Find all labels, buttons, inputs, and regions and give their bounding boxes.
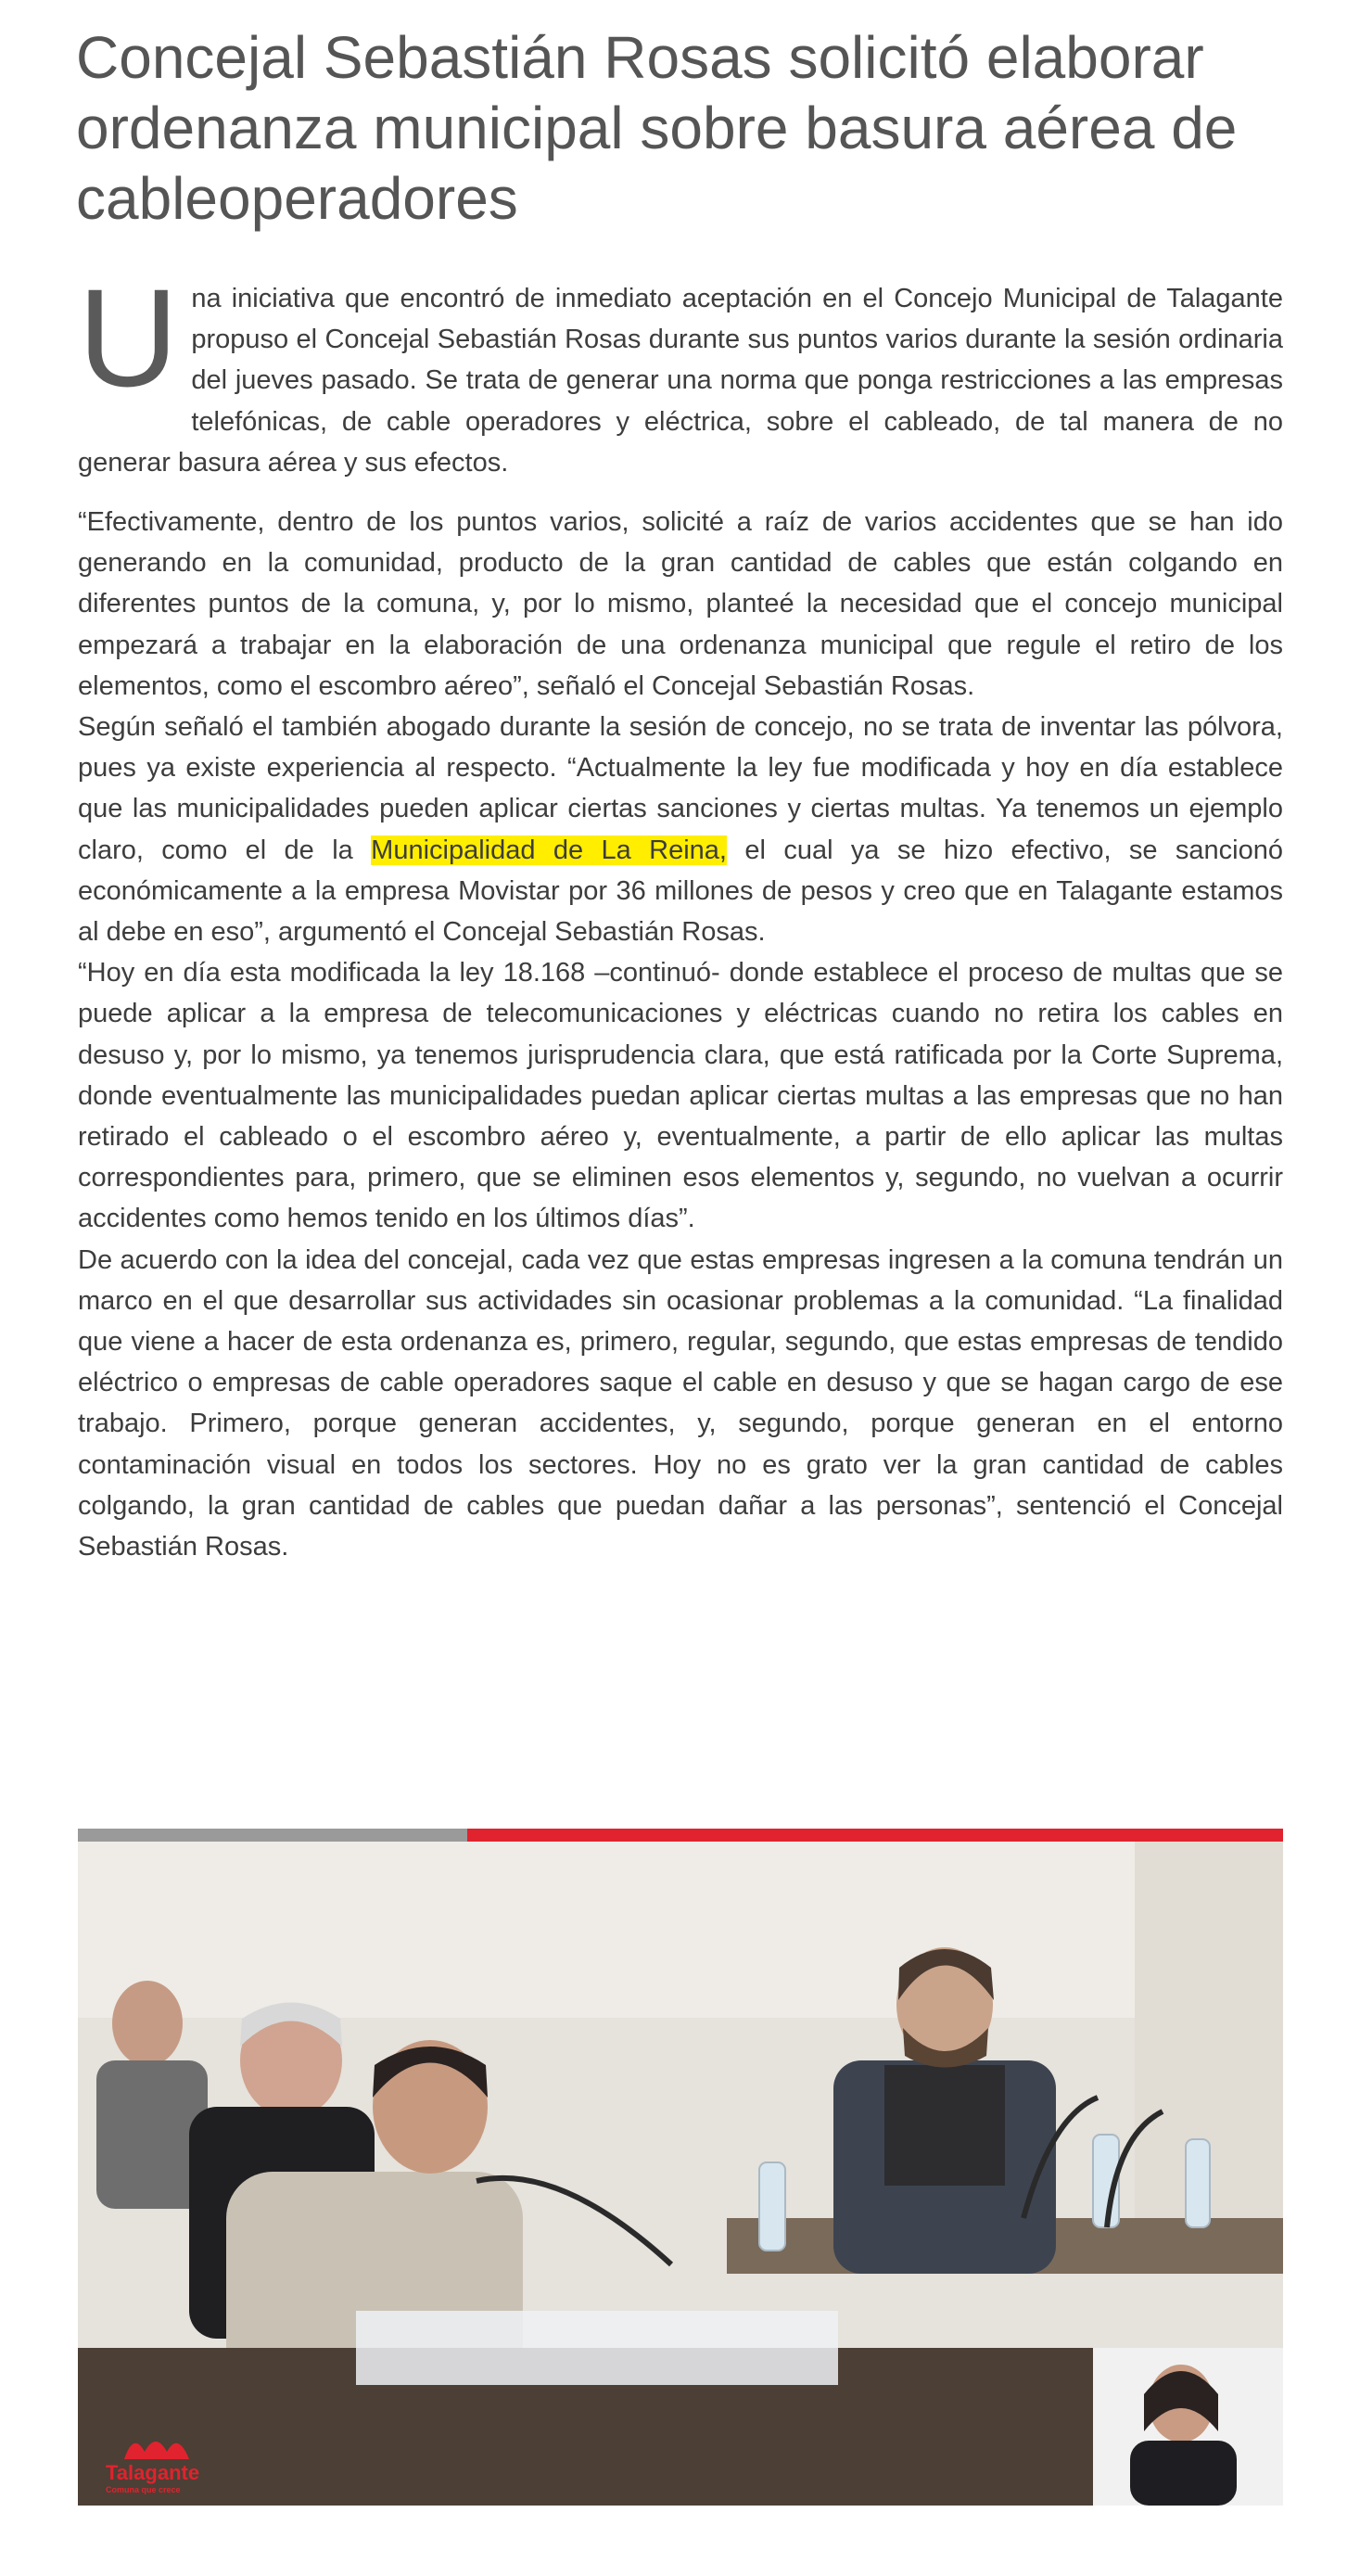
paragraph-1-text: na iniciativa que encontró de inmediato aceptación en el Concejo Municipal de Talagante propuso el Concejal Sebastián Rosas durante sus puntos varios durante la sesión ordinaria del jueves pasado. Se trata de generar una norma que ponga restricciones a las empresas telefónicas, de cable operadores y eléctrica, sobre el cableado, de tal manera de no generar basura aérea y sus efectos. [78, 284, 1283, 478]
paragraph-3-text-before: Según señaló el también abogado durante la sesión de concejo, no se trata de inventar las pólvora, pues ya existe experiencia al respecto. “Actualmente la ley fue modificada y hoy en día establece que las municipalidades pueden aplicar ciertas sanciones y ciertas multas. Ya tenemos un ejemplo claro, como el de la [78, 712, 1283, 865]
photo-top-bar-gray [78, 1829, 467, 1842]
photo-top-bar-red [467, 1829, 1283, 1842]
paragraph-2: “Efectivamente, dentro de los puntos varios, solicité a raíz de varios accidentes que se han ido generando en la comunidad, producto de la gran cantidad de cables que están colgando en diferentes puntos de la comuna, y, por lo mismo, planteé la necesidad que el concejo municipal empezará a trabajar en la elaboración de una ordenanza municipal que regule el retiro de los elementos, como el escombro aéreo”, señaló el Concejal Sebastián Rosas. [78, 507, 1283, 701]
paragraph-1 [78, 260, 1283, 483]
paragraph-3 [78, 707, 1283, 952]
paragraph-5: De acuerdo con la idea del concejal, cada vez que estas empresas ingresen a la comuna tendrán un marco en el que desarrollar sus actividades sin ocasionar problemas a la comunidad. “La finalidad que viene a hacer de esta ordenanza es, primero, regular, segundo, que estas empresas de tendido eléctrico o empresas de cable operadores saque el cable en desuso y que se hagan cargo de ese trabajo. Primero, porque generan accidentes, y, segundo, porque generan en el entorno contaminación visual en todos los sectores. Hoy no es grato ver la gran cantidad de cables colgando, la gran cantidad de cables que puedan dañar a las personas”, sentenció el Concejal Sebastián Rosas. [78, 1244, 1283, 1562]
council-session-photo [78, 1829, 1283, 2506]
article-body [78, 260, 1283, 1567]
paragraph-3-text-after: el cual ya se hizo efectivo, se sancionó económicamente a la empresa Movistar por 36 millones de pesos y creo que en Talagante estamos al debe en eso”, argumentó el Concejal Sebastián Rosas. [78, 835, 1283, 948]
article-title: Concejal Sebastián Rosas solicitó elaborar ordenanza municipal sobre basura aérea de cableoperadores [76, 24, 1238, 232]
drop-cap: U [78, 260, 179, 415]
paragraph-4: “Hoy en día esta modificada la ley 18.168 –continuó- donde establece el proceso de multas que se puede aplicar a la empresa de telecomunicaciones y eléctricas cuando no retira los cables en desuso y, por lo mismo, ya tenemos jurisprudencia clara, que está ratificada por la Corte Suprema, donde eventualmente las municipalidades puedan aplicar ciertas multas a las empresas que no han retirado el cableado o el escombro aéreo y, eventualmente, a partir de ello aplicar las multas correspondientes para, primero, que se eliminen esos elementos y, segundo, no vuelvan a ocurrir accidentes como hemos tenido en los últimos días”. [78, 958, 1283, 1234]
highlighted-text: Municipalidad de La Reina, [371, 835, 727, 865]
logo-text: Talagante [106, 2461, 200, 2484]
sign-language-interpreter [1093, 2348, 1283, 2506]
logo-subtext: Comuna que crece [106, 2485, 181, 2494]
